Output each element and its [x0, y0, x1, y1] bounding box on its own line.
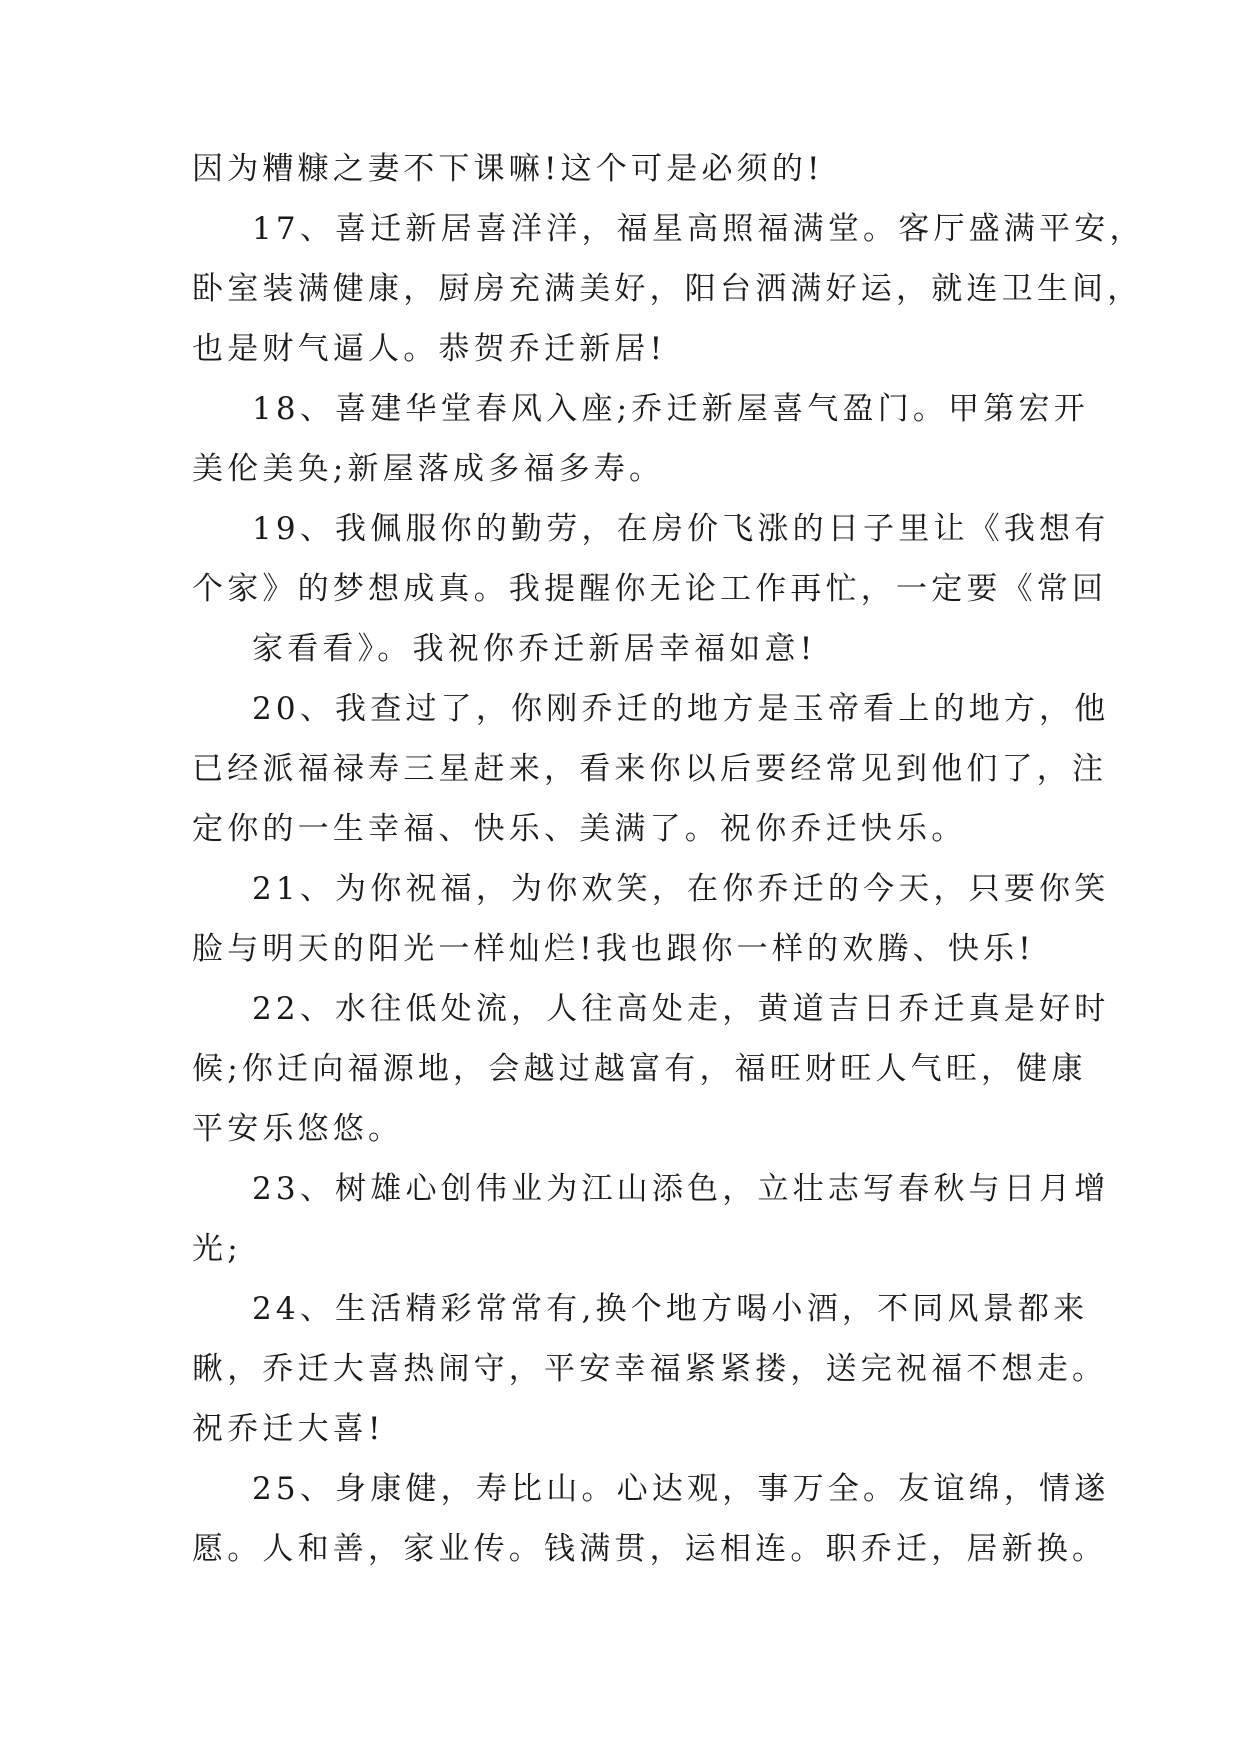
text-line: 19、我佩服你的勤劳，在房价飞涨的日子里让《我想有 — [252, 511, 1110, 547]
text-line: 定你的一生幸福、快乐、美满了。祝你乔迁快乐。 — [192, 811, 967, 847]
text-line: 22、水往低处流，人往高处走，黄道吉日乔迁真是好时 — [252, 991, 1110, 1027]
text-line: 已经派福禄寿三星赶来，看来你以后要经常见到他们了，注 — [192, 751, 1108, 787]
text-line: 候;你迁向福源地，会越过越富有，福旺财旺人气旺，健康 — [192, 1051, 1087, 1087]
text-line: 卧室装满健康，厨房充满美好，阳台洒满好运，就连卫生间， — [192, 271, 1143, 307]
text-line: 愿。人和善，家业传。钱满贯，运相连。职乔迁，居新换。 — [192, 1531, 1108, 1567]
text-line: 21、为你祝福，为你欢笑，在你乔迁的今天，只要你笑 — [252, 871, 1110, 907]
text-line: 23、树雄心创伟业为江山添色，立壮志写春秋与日月增 — [252, 1171, 1110, 1207]
text-line: 光; — [192, 1231, 242, 1267]
text-line: 平安乐悠悠。 — [192, 1111, 404, 1147]
text-line: 20、我查过了，你刚乔迁的地方是玉帝看上的地方，他 — [252, 691, 1110, 727]
text-line: 因为糟糠之妻不下课嘛!这个可是必须的! — [192, 151, 824, 187]
text-line: 美伦美奂;新屋落成多福多寿。 — [192, 451, 665, 487]
text-line: 18、喜建华堂春风入座;乔迁新屋喜气盈门。甲第宏开 — [252, 391, 1089, 427]
text-line: 也是财气逼人。恭贺乔迁新居! — [192, 331, 667, 367]
text-line: 瞅，乔迁大喜热闹守，平安幸福紧紧搂，送完祝福不想走。 — [192, 1351, 1108, 1387]
text-line: 脸与明天的阳光一样灿烂!我也跟你一样的欢腾、快乐! — [192, 931, 1035, 967]
text-line: 24、生活精彩常常有,换个地方喝小酒，不同风景都来 — [252, 1291, 1089, 1327]
text-line: 25、身康健，寿比山。心达观，事万全。友谊绵，情遂 — [252, 1471, 1110, 1507]
text-line: 家看看》。我祝你乔迁新居幸福如意! — [252, 631, 817, 667]
text-line: 个家》的梦想成真。我提醒你无论工作再忙，一定要《常回 — [192, 571, 1108, 607]
text-line: 祝乔迁大喜! — [192, 1411, 385, 1447]
text-line: 17、喜迁新居喜洋洋，福星高照福满堂。客厅盛满平安， — [252, 211, 1145, 247]
